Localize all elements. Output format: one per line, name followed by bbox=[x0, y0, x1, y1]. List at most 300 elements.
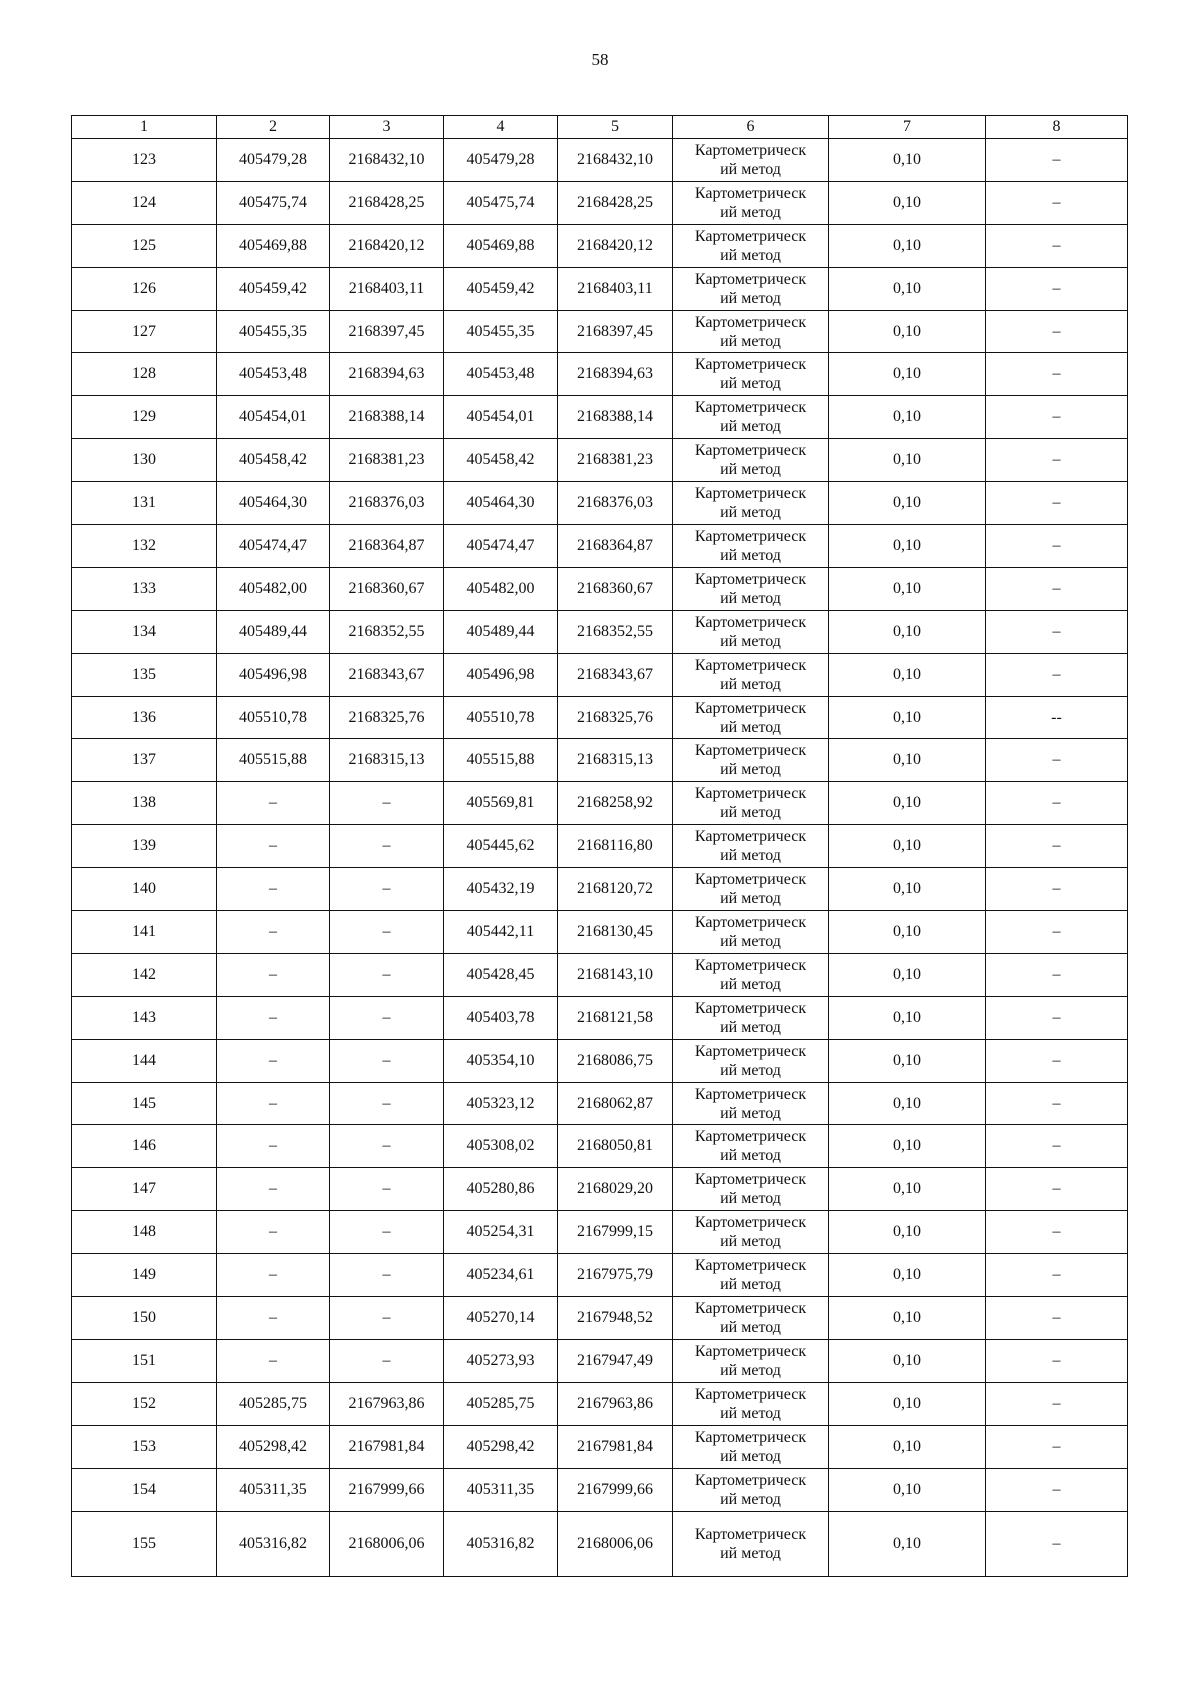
point-number-cell: 128 bbox=[72, 353, 217, 396]
y-refined-cell: 2167999,66 bbox=[558, 1468, 673, 1511]
y-refined-cell: 2168006,06 bbox=[558, 1511, 673, 1576]
table-row bbox=[72, 1254, 1128, 1297]
method-cell bbox=[673, 139, 829, 182]
y-existing-cell: 2168381,23 bbox=[330, 439, 444, 482]
method-cell bbox=[673, 1339, 829, 1382]
table-row bbox=[72, 482, 1128, 525]
x-existing-cell: – bbox=[217, 1297, 330, 1340]
x-refined-cell: 405270,14 bbox=[444, 1297, 558, 1340]
column-header-6: 6 bbox=[673, 116, 829, 139]
table-row bbox=[72, 782, 1128, 825]
x-refined-cell: 405482,00 bbox=[444, 567, 558, 610]
x-refined-cell: 405445,62 bbox=[444, 825, 558, 868]
note-cell: – bbox=[986, 653, 1128, 696]
y-existing-cell: 2168403,11 bbox=[330, 267, 444, 310]
method-cell bbox=[673, 1425, 829, 1468]
accuracy-cell: 0,10 bbox=[829, 396, 986, 439]
x-existing-cell: 405515,88 bbox=[217, 739, 330, 782]
method-text-line-1: Картометрическ bbox=[694, 1128, 807, 1146]
x-existing-cell: 405469,88 bbox=[217, 224, 330, 267]
method-text-line-2: ий метод bbox=[720, 890, 781, 908]
x-existing-cell: – bbox=[217, 1339, 330, 1382]
y-existing-cell: 2168428,25 bbox=[330, 181, 444, 224]
x-existing-cell: – bbox=[217, 782, 330, 825]
method-text-line-2: ий метод bbox=[720, 203, 781, 221]
table-row bbox=[72, 310, 1128, 353]
point-number-cell: 149 bbox=[72, 1254, 217, 1297]
method-cell bbox=[673, 1468, 829, 1511]
y-existing-cell: 2168360,67 bbox=[330, 567, 444, 610]
method-text-line-1: Картометрическ bbox=[694, 1525, 807, 1543]
method-cell bbox=[673, 1297, 829, 1340]
note-cell: – bbox=[986, 868, 1128, 911]
x-refined-cell: 405323,12 bbox=[444, 1082, 558, 1125]
point-number-cell: 147 bbox=[72, 1168, 217, 1211]
point-number-cell: 136 bbox=[72, 696, 217, 739]
table-row bbox=[72, 439, 1128, 482]
accuracy-cell: 0,10 bbox=[829, 653, 986, 696]
y-refined-cell: 2168062,87 bbox=[558, 1082, 673, 1125]
accuracy-cell: 0,10 bbox=[829, 1039, 986, 1082]
x-existing-cell: 405298,42 bbox=[217, 1425, 330, 1468]
accuracy-cell: 0,10 bbox=[829, 1254, 986, 1297]
y-existing-cell: – bbox=[330, 996, 444, 1039]
method-text-line-1: Картометрическ bbox=[694, 356, 807, 374]
x-refined-cell: 405273,93 bbox=[444, 1339, 558, 1382]
note-cell: – bbox=[986, 224, 1128, 267]
method-cell bbox=[673, 267, 829, 310]
method-text-line-1: Картометрическ bbox=[694, 570, 807, 588]
x-refined-cell: 405442,11 bbox=[444, 911, 558, 954]
point-number-cell: 129 bbox=[72, 396, 217, 439]
column-header-1: 1 bbox=[72, 116, 217, 139]
y-existing-cell: – bbox=[330, 825, 444, 868]
method-cell bbox=[673, 1168, 829, 1211]
method-cell bbox=[673, 310, 829, 353]
y-existing-cell: 2168432,10 bbox=[330, 139, 444, 182]
method-text-line-1: Картометрическ bbox=[694, 1299, 807, 1317]
point-number-cell: 140 bbox=[72, 868, 217, 911]
x-existing-cell: 405311,35 bbox=[217, 1468, 330, 1511]
table-row bbox=[72, 953, 1128, 996]
method-text-line-2: ий метод bbox=[720, 1061, 781, 1079]
y-refined-cell: 2168360,67 bbox=[558, 567, 673, 610]
method-text-line-2: ий метод bbox=[720, 761, 781, 779]
x-refined-cell: 405298,42 bbox=[444, 1425, 558, 1468]
method-text-line-1: Картометрическ bbox=[694, 613, 807, 631]
x-existing-cell: 405489,44 bbox=[217, 610, 330, 653]
y-refined-cell: 2168381,23 bbox=[558, 439, 673, 482]
x-existing-cell: 405479,28 bbox=[217, 139, 330, 182]
y-refined-cell: 2167963,86 bbox=[558, 1382, 673, 1425]
method-text-line-2: ий метод bbox=[720, 1361, 781, 1379]
method-text-line-2: ий метод bbox=[720, 1544, 781, 1562]
note-cell: – bbox=[986, 825, 1128, 868]
method-text-line-1: Картометрическ bbox=[694, 1385, 807, 1403]
point-number-cell: 148 bbox=[72, 1211, 217, 1254]
accuracy-cell: 0,10 bbox=[829, 525, 986, 568]
point-number-cell: 123 bbox=[72, 139, 217, 182]
y-refined-cell: 2168364,87 bbox=[558, 525, 673, 568]
table-row bbox=[72, 1511, 1128, 1576]
method-cell bbox=[673, 1211, 829, 1254]
note-cell: – bbox=[986, 1425, 1128, 1468]
x-refined-cell: 405510,78 bbox=[444, 696, 558, 739]
x-existing-cell: 405459,42 bbox=[217, 267, 330, 310]
method-cell bbox=[673, 1082, 829, 1125]
method-text-line-1: Картометрическ bbox=[694, 742, 807, 760]
accuracy-cell: 0,10 bbox=[829, 181, 986, 224]
y-refined-cell: 2168143,10 bbox=[558, 953, 673, 996]
method-cell bbox=[673, 953, 829, 996]
note-cell: – bbox=[986, 782, 1128, 825]
method-cell bbox=[673, 739, 829, 782]
accuracy-cell: 0,10 bbox=[829, 825, 986, 868]
x-existing-cell: 405454,01 bbox=[217, 396, 330, 439]
x-refined-cell: 405515,88 bbox=[444, 739, 558, 782]
method-text-line-1: Картометрическ bbox=[694, 141, 807, 159]
method-text-line-2: ий метод bbox=[720, 975, 781, 993]
header-row bbox=[72, 116, 1128, 139]
point-number-cell: 143 bbox=[72, 996, 217, 1039]
table-row bbox=[72, 868, 1128, 911]
y-refined-cell: 2168029,20 bbox=[558, 1168, 673, 1211]
method-text-line-1: Картометрическ bbox=[694, 527, 807, 545]
note-cell: – bbox=[986, 525, 1128, 568]
method-text-line-1: Картометрическ bbox=[694, 1471, 807, 1489]
method-text-line-1: Картометрическ bbox=[694, 956, 807, 974]
table-row bbox=[72, 567, 1128, 610]
x-existing-cell: 405458,42 bbox=[217, 439, 330, 482]
table-row bbox=[72, 1382, 1128, 1425]
method-text-line-2: ий метод bbox=[720, 1318, 781, 1336]
x-existing-cell: 405496,98 bbox=[217, 653, 330, 696]
x-refined-cell: 405432,19 bbox=[444, 868, 558, 911]
y-existing-cell: 2168315,13 bbox=[330, 739, 444, 782]
method-text-line-1: Картометрическ bbox=[694, 828, 807, 846]
y-existing-cell: – bbox=[330, 1125, 444, 1168]
x-refined-cell: 405316,82 bbox=[444, 1511, 558, 1576]
note-cell: – bbox=[986, 310, 1128, 353]
method-text-line-1: Картометрическ bbox=[694, 1085, 807, 1103]
y-existing-cell: – bbox=[330, 953, 444, 996]
accuracy-cell: 0,10 bbox=[829, 696, 986, 739]
method-text-line-1: Картометрическ bbox=[694, 227, 807, 245]
method-text-line-2: ий метод bbox=[720, 847, 781, 865]
y-existing-cell: 2168376,03 bbox=[330, 482, 444, 525]
x-existing-cell: – bbox=[217, 1125, 330, 1168]
table-row bbox=[72, 610, 1128, 653]
method-cell bbox=[673, 610, 829, 653]
column-header-5: 5 bbox=[558, 116, 673, 139]
x-refined-cell: 405496,98 bbox=[444, 653, 558, 696]
point-number-cell: 130 bbox=[72, 439, 217, 482]
point-number-cell: 152 bbox=[72, 1382, 217, 1425]
accuracy-cell: 0,10 bbox=[829, 739, 986, 782]
method-text-line-1: Картометрическ bbox=[694, 1171, 807, 1189]
method-cell bbox=[673, 396, 829, 439]
x-existing-cell: 405316,82 bbox=[217, 1511, 330, 1576]
accuracy-cell: 0,10 bbox=[829, 1125, 986, 1168]
x-existing-cell: 405285,75 bbox=[217, 1382, 330, 1425]
y-refined-cell: 2168325,76 bbox=[558, 696, 673, 739]
note-cell: – bbox=[986, 482, 1128, 525]
method-cell bbox=[673, 1125, 829, 1168]
y-existing-cell: – bbox=[330, 1082, 444, 1125]
method-text-line-2: ий метод bbox=[720, 504, 781, 522]
method-text-line-1: Картометрическ bbox=[694, 871, 807, 889]
x-refined-cell: 405469,88 bbox=[444, 224, 558, 267]
table-row bbox=[72, 267, 1128, 310]
accuracy-cell: 0,10 bbox=[829, 1211, 986, 1254]
coordinates-table bbox=[71, 115, 1128, 1577]
column-header-7: 7 bbox=[829, 116, 986, 139]
accuracy-cell: 0,10 bbox=[829, 1468, 986, 1511]
method-text-line-1: Картометрическ bbox=[694, 913, 807, 931]
x-refined-cell: 405479,28 bbox=[444, 139, 558, 182]
point-number-cell: 150 bbox=[72, 1297, 217, 1340]
y-existing-cell: – bbox=[330, 1297, 444, 1340]
accuracy-cell: 0,10 bbox=[829, 868, 986, 911]
y-refined-cell: 2168120,72 bbox=[558, 868, 673, 911]
table-row bbox=[72, 353, 1128, 396]
method-cell bbox=[673, 439, 829, 482]
accuracy-cell: 0,10 bbox=[829, 224, 986, 267]
method-text-line-2: ий метод bbox=[720, 1490, 781, 1508]
point-number-cell: 155 bbox=[72, 1511, 217, 1576]
x-existing-cell: – bbox=[217, 1211, 330, 1254]
method-text-line-1: Картометрическ bbox=[694, 656, 807, 674]
table-row bbox=[72, 224, 1128, 267]
x-existing-cell: – bbox=[217, 868, 330, 911]
point-number-cell: 132 bbox=[72, 525, 217, 568]
x-existing-cell: 405475,74 bbox=[217, 181, 330, 224]
table-body bbox=[72, 139, 1128, 1577]
column-header-2: 2 bbox=[217, 116, 330, 139]
accuracy-cell: 0,10 bbox=[829, 996, 986, 1039]
method-text-line-1: Картометрическ bbox=[694, 270, 807, 288]
note-cell: – bbox=[986, 739, 1128, 782]
note-cell: – bbox=[986, 353, 1128, 396]
x-refined-cell: 405475,74 bbox=[444, 181, 558, 224]
column-header-4: 4 bbox=[444, 116, 558, 139]
x-existing-cell: – bbox=[217, 825, 330, 868]
method-text-line-1: Картометрическ bbox=[694, 699, 807, 717]
x-refined-cell: 405234,61 bbox=[444, 1254, 558, 1297]
accuracy-cell: 0,10 bbox=[829, 267, 986, 310]
method-cell bbox=[673, 868, 829, 911]
method-cell bbox=[673, 1511, 829, 1576]
method-text-line-2: ий метод bbox=[720, 1147, 781, 1165]
x-existing-cell: – bbox=[217, 1168, 330, 1211]
y-existing-cell: 2168343,67 bbox=[330, 653, 444, 696]
y-existing-cell: 2168006,06 bbox=[330, 1511, 444, 1576]
note-cell: – bbox=[986, 996, 1128, 1039]
x-refined-cell: 405454,01 bbox=[444, 396, 558, 439]
method-text-line-2: ий метод bbox=[720, 1104, 781, 1122]
y-refined-cell: 2168376,03 bbox=[558, 482, 673, 525]
note-cell: – bbox=[986, 1082, 1128, 1125]
note-cell: – bbox=[986, 439, 1128, 482]
table-row bbox=[72, 1211, 1128, 1254]
column-header-8: 8 bbox=[986, 116, 1128, 139]
y-refined-cell: 2168403,11 bbox=[558, 267, 673, 310]
y-refined-cell: 2168121,58 bbox=[558, 996, 673, 1039]
method-cell bbox=[673, 181, 829, 224]
y-refined-cell: 2167999,15 bbox=[558, 1211, 673, 1254]
method-text-line-2: ий метод bbox=[720, 332, 781, 350]
y-existing-cell: – bbox=[330, 1039, 444, 1082]
method-text-line-2: ий метод bbox=[720, 546, 781, 564]
note-cell: – bbox=[986, 139, 1128, 182]
point-number-cell: 151 bbox=[72, 1339, 217, 1382]
note-cell: – bbox=[986, 181, 1128, 224]
y-refined-cell: 2168315,13 bbox=[558, 739, 673, 782]
x-refined-cell: 405474,47 bbox=[444, 525, 558, 568]
x-refined-cell: 405354,10 bbox=[444, 1039, 558, 1082]
method-text-line-1: Картометрическ bbox=[694, 1257, 807, 1275]
method-cell bbox=[673, 653, 829, 696]
method-text-line-2: ий метод bbox=[720, 1233, 781, 1251]
x-refined-cell: 405453,48 bbox=[444, 353, 558, 396]
table-row bbox=[72, 1297, 1128, 1340]
x-existing-cell: – bbox=[217, 953, 330, 996]
accuracy-cell: 0,10 bbox=[829, 1382, 986, 1425]
method-text-line-1: Картометрическ bbox=[694, 399, 807, 417]
accuracy-cell: 0,10 bbox=[829, 1168, 986, 1211]
point-number-cell: 144 bbox=[72, 1039, 217, 1082]
y-existing-cell: – bbox=[330, 911, 444, 954]
point-number-cell: 141 bbox=[72, 911, 217, 954]
method-cell bbox=[673, 1382, 829, 1425]
point-number-cell: 127 bbox=[72, 310, 217, 353]
table-row bbox=[72, 1039, 1128, 1082]
method-text-line-2: ий метод bbox=[720, 932, 781, 950]
y-existing-cell: – bbox=[330, 782, 444, 825]
point-number-cell: 142 bbox=[72, 953, 217, 996]
method-text-line-2: ий метод bbox=[720, 1404, 781, 1422]
method-text-line-2: ий метод bbox=[720, 461, 781, 479]
method-text-line-2: ий метод bbox=[720, 804, 781, 822]
note-cell: – bbox=[986, 1339, 1128, 1382]
note-cell: – bbox=[986, 1297, 1128, 1340]
point-number-cell: 145 bbox=[72, 1082, 217, 1125]
accuracy-cell: 0,10 bbox=[829, 610, 986, 653]
method-cell bbox=[673, 1039, 829, 1082]
note-cell: – bbox=[986, 267, 1128, 310]
column-header-3: 3 bbox=[330, 116, 444, 139]
note-cell: – bbox=[986, 567, 1128, 610]
point-number-cell: 153 bbox=[72, 1425, 217, 1468]
note-cell: – bbox=[986, 911, 1128, 954]
note-cell: – bbox=[986, 1125, 1128, 1168]
point-number-cell: 133 bbox=[72, 567, 217, 610]
x-existing-cell: 405464,30 bbox=[217, 482, 330, 525]
y-refined-cell: 2168388,14 bbox=[558, 396, 673, 439]
method-cell bbox=[673, 525, 829, 568]
y-existing-cell: 2168388,14 bbox=[330, 396, 444, 439]
note-cell: – bbox=[986, 1254, 1128, 1297]
method-cell bbox=[673, 224, 829, 267]
x-existing-cell: – bbox=[217, 911, 330, 954]
method-text-line-2: ий метод bbox=[720, 632, 781, 650]
x-refined-cell: 405455,35 bbox=[444, 310, 558, 353]
y-refined-cell: 2168130,45 bbox=[558, 911, 673, 954]
method-text-line-1: Картометрическ bbox=[694, 313, 807, 331]
accuracy-cell: 0,10 bbox=[829, 1425, 986, 1468]
y-refined-cell: 2168428,25 bbox=[558, 181, 673, 224]
y-existing-cell: 2167981,84 bbox=[330, 1425, 444, 1468]
note-cell: – bbox=[986, 1511, 1128, 1576]
y-refined-cell: 2168394,63 bbox=[558, 353, 673, 396]
method-text-line-1: Картометрическ bbox=[694, 785, 807, 803]
y-refined-cell: 2167975,79 bbox=[558, 1254, 673, 1297]
note-cell: – bbox=[986, 1039, 1128, 1082]
x-existing-cell: 405455,35 bbox=[217, 310, 330, 353]
accuracy-cell: 0,10 bbox=[829, 911, 986, 954]
x-refined-cell: 405458,42 bbox=[444, 439, 558, 482]
method-text-line-2: ий метод bbox=[720, 675, 781, 693]
note-cell: – bbox=[986, 610, 1128, 653]
y-existing-cell: 2168325,76 bbox=[330, 696, 444, 739]
method-cell bbox=[673, 696, 829, 739]
x-refined-cell: 405428,45 bbox=[444, 953, 558, 996]
table-row bbox=[72, 1168, 1128, 1211]
x-existing-cell: – bbox=[217, 996, 330, 1039]
table-row bbox=[72, 1425, 1128, 1468]
method-text-line-2: ий метод bbox=[720, 375, 781, 393]
y-existing-cell: – bbox=[330, 1168, 444, 1211]
point-number-cell: 134 bbox=[72, 610, 217, 653]
y-refined-cell: 2168397,45 bbox=[558, 310, 673, 353]
method-text-line-1: Картометрическ bbox=[694, 485, 807, 503]
accuracy-cell: 0,10 bbox=[829, 1297, 986, 1340]
x-existing-cell: – bbox=[217, 1039, 330, 1082]
method-text-line-1: Картометрическ bbox=[694, 999, 807, 1017]
accuracy-cell: 0,10 bbox=[829, 1082, 986, 1125]
table-row bbox=[72, 1339, 1128, 1382]
method-text-line-2: ий метод bbox=[720, 1018, 781, 1036]
table-row bbox=[72, 139, 1128, 182]
x-refined-cell: 405308,02 bbox=[444, 1125, 558, 1168]
accuracy-cell: 0,10 bbox=[829, 782, 986, 825]
y-existing-cell: 2168394,63 bbox=[330, 353, 444, 396]
note-cell: – bbox=[986, 1168, 1128, 1211]
y-refined-cell: 2167947,49 bbox=[558, 1339, 673, 1382]
point-number-cell: 125 bbox=[72, 224, 217, 267]
x-existing-cell: 405510,78 bbox=[217, 696, 330, 739]
table-row bbox=[72, 696, 1128, 739]
y-refined-cell: 2168432,10 bbox=[558, 139, 673, 182]
note-cell: – bbox=[986, 953, 1128, 996]
accuracy-cell: 0,10 bbox=[829, 310, 986, 353]
accuracy-cell: 0,10 bbox=[829, 353, 986, 396]
method-text-line-2: ий метод bbox=[720, 418, 781, 436]
point-number-cell: 137 bbox=[72, 739, 217, 782]
accuracy-cell: 0,10 bbox=[829, 1511, 986, 1576]
point-number-cell: 146 bbox=[72, 1125, 217, 1168]
method-text-line-1: Картометрическ bbox=[694, 1214, 807, 1232]
y-existing-cell: 2168397,45 bbox=[330, 310, 444, 353]
table-row bbox=[72, 396, 1128, 439]
y-existing-cell: – bbox=[330, 1339, 444, 1382]
y-existing-cell: 2168352,55 bbox=[330, 610, 444, 653]
table-row bbox=[72, 1082, 1128, 1125]
method-text-line-1: Картометрическ bbox=[694, 184, 807, 202]
method-text-line-2: ий метод bbox=[720, 246, 781, 264]
x-refined-cell: 405569,81 bbox=[444, 782, 558, 825]
method-text-line-1: Картометрическ bbox=[694, 1428, 807, 1446]
